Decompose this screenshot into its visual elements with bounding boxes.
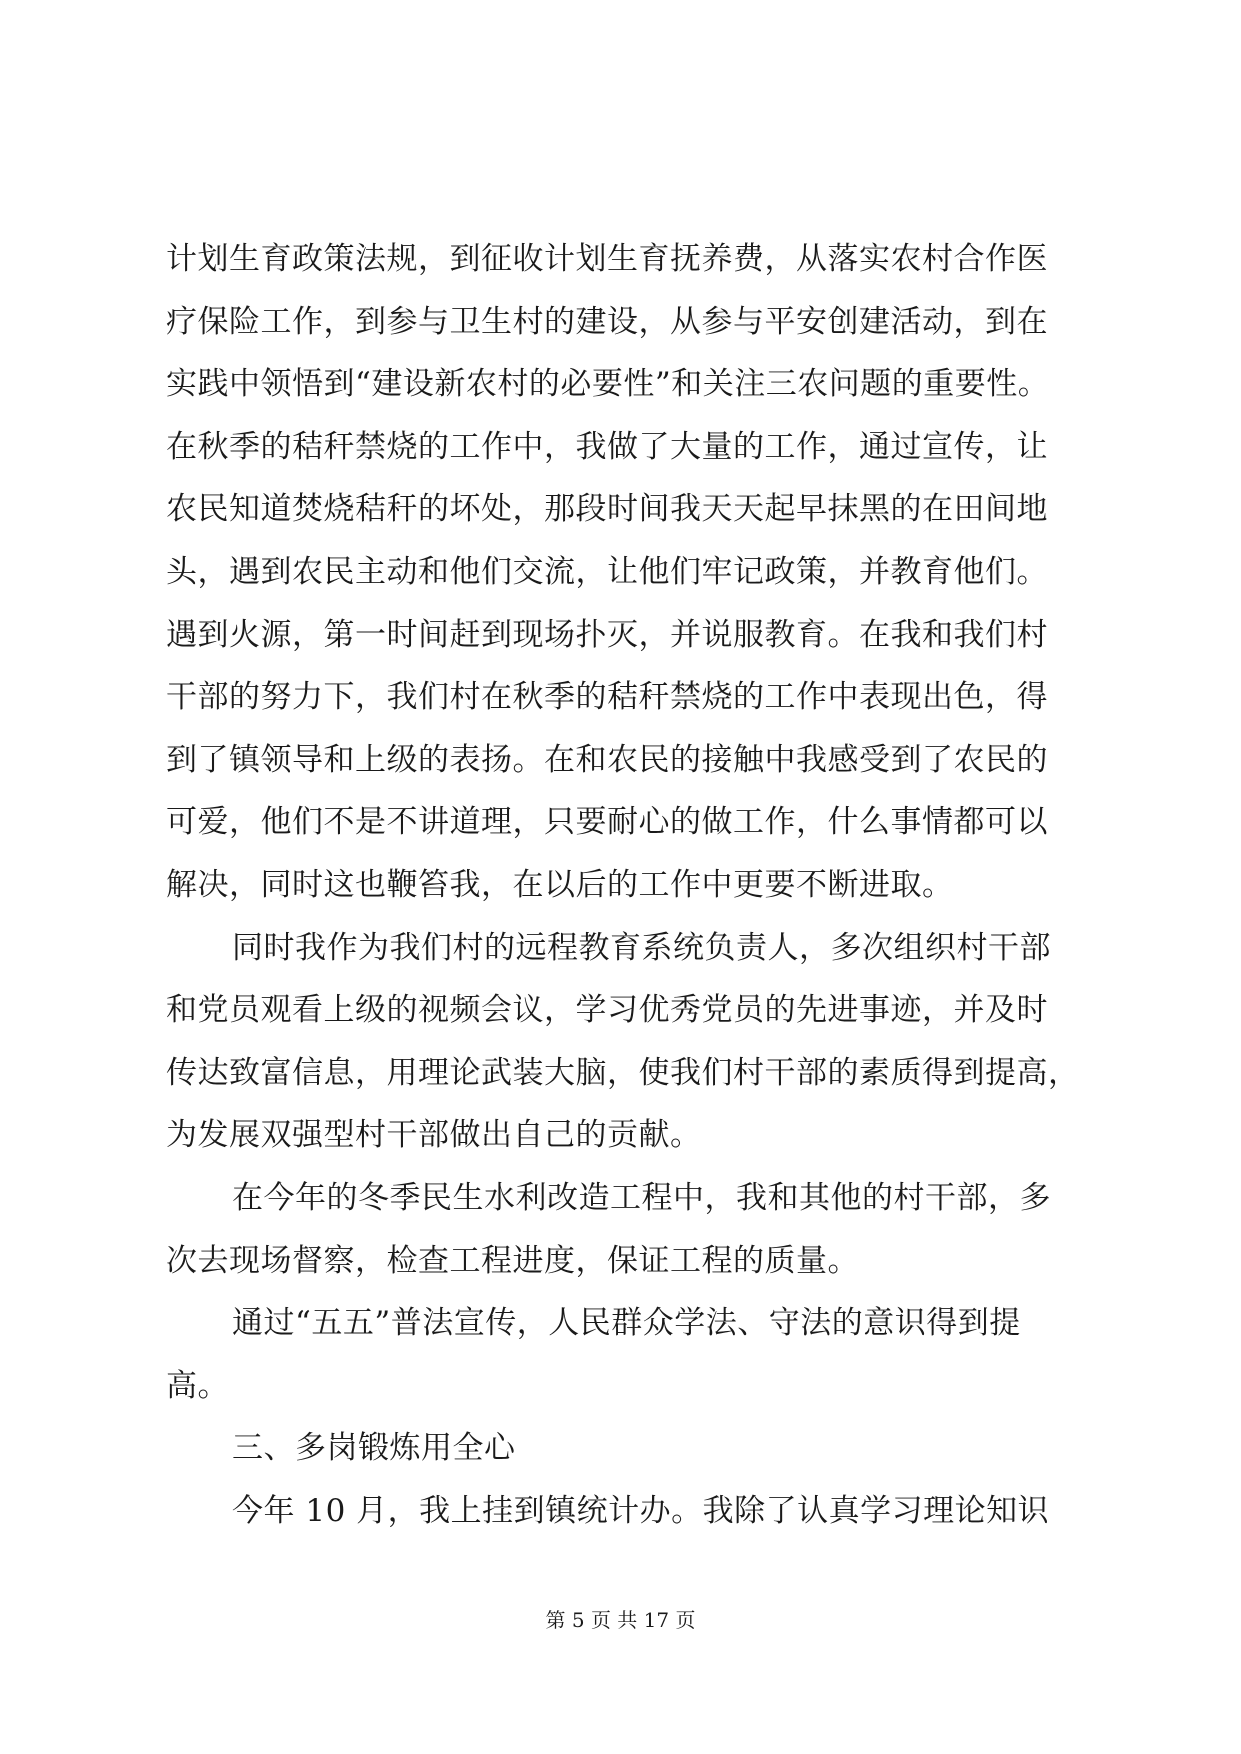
- paragraph-first-line: 今年 10 月，我上挂到镇统计办。我除了认真学习理论知识: [232, 1492, 1050, 1529]
- text-line: 干部的努力下，我们村在秋季的秸秆禁烧的工作中表现出色，得: [166, 679, 1048, 716]
- text-line: 农民知道焚烧秸秆的坏处，那段时间我天天起早抹黑的在田间地: [166, 491, 1048, 528]
- text-line: 传达致富信息，用理论武装大脑，使我们村干部的素质得到提高，: [166, 1054, 1080, 1091]
- page-footer: 第 5 页 共 17 页: [545, 1608, 696, 1632]
- text-line: 可爱，他们不是不讲道理，只要耐心的做工作，什么事情都可以: [166, 804, 1048, 841]
- text-line: 次去现场督察，检查工程进度，保证工程的质量。: [166, 1242, 859, 1279]
- text-line: 实践中领悟到“建设新农村的必要性”和关注三农问题的重要性。: [166, 366, 1050, 403]
- text-line: 计划生育政策法规，到征收计划生育抚养费，从落实农村合作医: [166, 241, 1048, 277]
- text-line: 疗保险工作，到参与卫生村的建设，从参与平安创建活动，到在: [166, 303, 1048, 340]
- section-heading: 三、多岗锻炼用全心: [232, 1430, 516, 1467]
- text-line: 解决，同时这也鞭笞我，在以后的工作中更要不断进取。: [166, 866, 954, 903]
- text-line: 到了镇领导和上级的表扬。在和农民的接触中我感受到了农民的: [166, 741, 1048, 778]
- body-text: [166, 228, 1086, 1542]
- text-line: 遇到火源，第一时间赶到现场扑灭，并说服教育。在我和我们村: [166, 616, 1048, 653]
- paragraph-first-line: 同时我作为我们村的远程教育系统负责人，多次组织村干部: [232, 929, 1051, 966]
- text-line: 和党员观看上级的视频会议，学习优秀党员的先进事迹，并及时: [166, 992, 1048, 1029]
- text-line: 为发展双强型村干部做出自己的贡献。: [166, 1117, 702, 1154]
- text-line: 头，遇到农民主动和他们交流，让他们牢记政策，并教育他们。: [166, 553, 1048, 590]
- text-line: 高。: [166, 1367, 229, 1404]
- paragraph-first-line: 通过“五五”普法宣传，人民群众学法、守法的意识得到提: [232, 1305, 1021, 1342]
- text-line: 在秋季的秸秆禁烧的工作中，我做了大量的工作，通过宣传，让: [166, 428, 1048, 465]
- paragraph-first-line: 在今年的冬季民生水利改造工程中，我和其他的村干部，多: [232, 1179, 1051, 1216]
